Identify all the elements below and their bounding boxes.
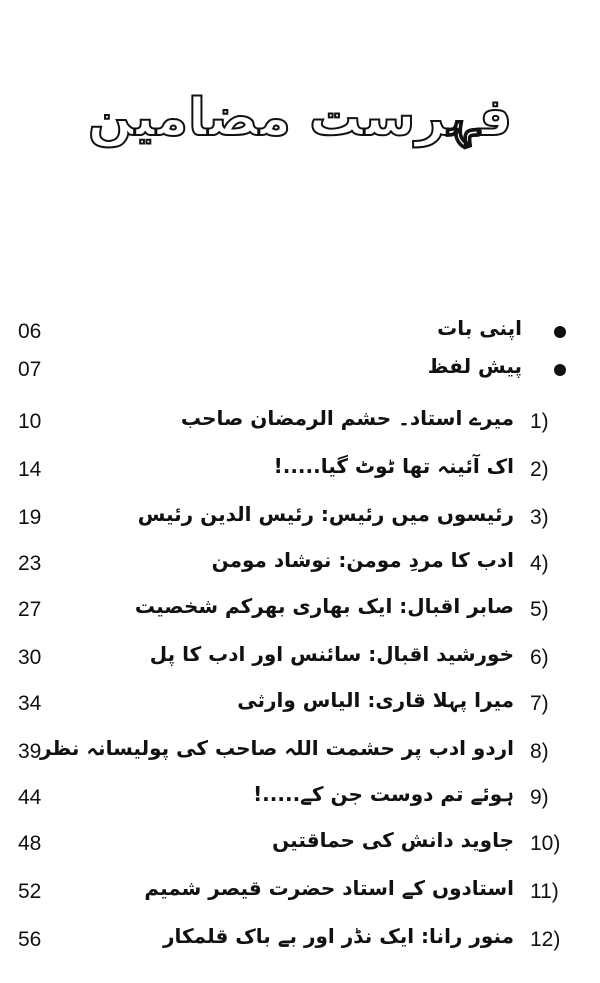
toc-entry-title: اک آئینہ تھا ٹوٹ گیا.....! [273,454,514,478]
toc-page-number: 06 [18,320,42,343]
toc-entry-number: 7) [530,692,549,715]
toc-entry-number: 10) [530,832,561,855]
toc-page-number: 34 [18,692,42,715]
toc-entry [0,312,600,352]
toc-entry-title: استادوں کے استاد حضرت قیصر شمیم [144,876,514,900]
toc-entry [0,498,600,538]
page-title-text: فہرست مضامین [87,88,513,148]
toc-entry-title: میرا پہلا قاری: الیاس وارثی [237,688,514,712]
toc-page-number: 52 [18,880,42,903]
toc-page-number: 56 [18,928,42,951]
toc-entry [0,684,600,724]
toc-entry-number: 1) [530,410,549,433]
toc-entry-number: 6) [530,646,549,669]
toc-entry [0,732,600,772]
toc-entry [0,450,600,490]
toc-page-number: 48 [18,832,42,855]
toc-entry [0,824,600,864]
toc-entry-title: رئیسوں میں رئیس: رئیس الدین رئیس [137,502,514,526]
toc-entry-title: جاوید دانش کی حماقتیں [272,828,514,852]
toc-entry [0,350,600,390]
toc-page-number: 14 [18,458,42,481]
toc-entry [0,778,600,818]
toc-entry-number: 9) [530,786,549,809]
toc-entry [0,920,600,960]
toc-entry-title: میرے استاد۔ حشم الرمضان صاحب [180,406,514,430]
bullet-icon [554,364,566,376]
toc-page-number: 27 [18,598,42,621]
toc-entry-title: پیش لفظ [427,354,522,378]
toc-entry-title: منور رانا: ایک نڈر اور بے باک قلمکار [163,924,514,948]
toc-entry-title: ادب کا مردِ مومن: نوشاد مومن [211,548,514,572]
toc-entry-number: 12) [530,928,561,951]
bullet-icon [554,326,566,338]
toc-entry-number: 2) [530,458,549,481]
toc-entry [0,590,600,630]
toc-entry-number: 5) [530,598,549,621]
page-title [0,88,600,148]
toc-page-number: 39 [18,740,42,763]
toc-entry-number: 3) [530,506,549,529]
toc-page-number: 07 [18,358,42,381]
toc-entry-title: ہوئے تم دوست جن کے.....! [253,782,514,806]
toc-entry [0,872,600,912]
toc-page-number: 19 [18,506,42,529]
toc-entry-title: خورشید اقبال: سائنس اور ادب کا پل [149,642,514,666]
toc-entry-number: 8) [530,740,549,763]
toc-entry-title: صابر اقبال: ایک بھاری بھرکم شخصیت [134,594,514,618]
toc-entry-title: اپنی بات [437,316,522,340]
toc-entry-number: 4) [530,552,549,575]
toc-entry [0,402,600,442]
toc-entry [0,544,600,584]
toc-page-number: 23 [18,552,42,575]
toc-page-number: 30 [18,646,42,669]
toc-page-number: 10 [18,410,42,433]
toc-entry-title: اردو ادب پر حشمت اللہ صاحب کی پولیسانہ نظر [39,736,514,760]
toc-entry [0,638,600,678]
toc-page-number: 44 [18,786,42,809]
toc-entry-number: 11) [530,880,559,903]
